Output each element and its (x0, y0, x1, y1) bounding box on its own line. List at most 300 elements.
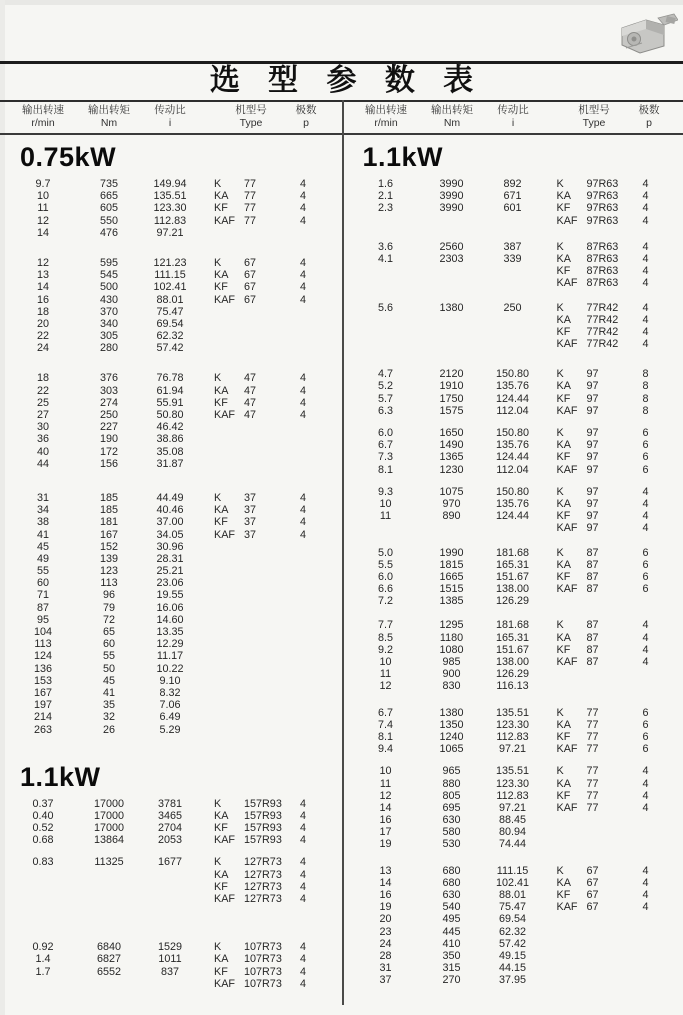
cell-type-prefix: K (214, 178, 222, 190)
cell-type-prefix: K (556, 178, 564, 190)
header-ratio-unit: i (168, 117, 172, 129)
cell-ratio: 151.67 (495, 643, 530, 656)
cell-speed: 8.1 (377, 463, 393, 476)
cell-type-size: 127R73 (244, 880, 282, 893)
cell-type-size: 87 (586, 619, 599, 632)
table-row (0, 294, 341, 306)
table-row (0, 810, 341, 822)
table-row (0, 202, 341, 214)
cell-type-size: 77 (586, 801, 599, 814)
cell-torque: 410 (442, 937, 461, 950)
cell-torque: 630 (442, 814, 461, 827)
cell-speed (363, 215, 409, 227)
cell-type-prefix: KAF (556, 463, 578, 476)
cell-type-prefix (557, 826, 587, 838)
cell-speed: 23 (379, 925, 392, 938)
cell-speed (20, 893, 66, 905)
table-row (343, 405, 683, 417)
cell-type-size (587, 962, 631, 974)
cell-ratio: 135.76 (495, 497, 530, 510)
cell-ratio: 135.76 (495, 439, 530, 452)
cell-type-prefix (557, 962, 587, 974)
cell-type-size: 67 (586, 876, 599, 889)
cell-speed: 7.7 (377, 619, 393, 632)
cell-poles: 4 (299, 214, 306, 227)
table-row (343, 938, 683, 950)
cell-ratio: 112.04 (496, 463, 529, 476)
cell-type-prefix: K (556, 864, 564, 877)
cell-type-size: 157R93 (244, 797, 282, 810)
cell-speed: 11 (379, 777, 392, 790)
cell-poles: 4 (299, 880, 306, 893)
cell-type-size: 67 (586, 889, 599, 901)
cell-type-size (244, 565, 288, 577)
cell-speed: 214 (33, 711, 52, 724)
table-row (343, 644, 683, 656)
cell-type-prefix (214, 446, 244, 458)
table-row (343, 656, 683, 668)
cell-torque: 1365 (439, 451, 464, 464)
cell-type-size: 97 (586, 392, 599, 405)
table-row (0, 306, 341, 318)
cell-torque: 1990 (439, 546, 464, 559)
cell-torque: 305 (99, 330, 118, 343)
cell-torque: 1575 (439, 404, 464, 417)
cell-type-prefix: KAF (556, 801, 578, 814)
cell-poles: 8 (642, 392, 649, 405)
cell-torque: 79 (102, 601, 115, 614)
cell-type-size: 87R63 (586, 265, 619, 278)
table-row (343, 595, 683, 607)
cell-speed: 16 (36, 293, 49, 306)
cell-type-size (244, 614, 288, 626)
cell-type-size (244, 638, 288, 650)
cell-ratio: 44.15 (498, 962, 527, 975)
table-row (0, 953, 341, 965)
table-row (343, 731, 683, 743)
cell-type-size (244, 577, 288, 589)
cell-poles (288, 711, 318, 723)
cell-torque: 1240 (439, 730, 464, 743)
cell-poles (631, 668, 661, 680)
cell-torque: 350 (442, 949, 461, 962)
cell-torque: 250 (99, 409, 118, 421)
cell-poles: 6 (642, 583, 649, 596)
cell-torque: 156 (99, 457, 118, 470)
cell-type-prefix (557, 680, 587, 692)
cell-type-size (587, 680, 631, 692)
cell-type-prefix (557, 595, 587, 607)
cell-torque (84, 881, 134, 893)
cell-speed: 6.3 (377, 404, 393, 417)
cell-torque (84, 869, 134, 881)
cell-type-prefix: KF (214, 880, 228, 893)
cell-speed: 7.4 (377, 718, 393, 731)
header-poles-unit: p (646, 117, 652, 129)
cell-speed: 9.3 (377, 485, 393, 498)
cell-ratio: 80.94 (498, 826, 527, 839)
cell-speed: 10 (379, 765, 392, 778)
cell-type-size (244, 446, 288, 458)
cell-torque: 530 (442, 838, 461, 851)
cell-torque: 1750 (439, 392, 464, 405)
cell-type-prefix: KAF (214, 977, 235, 990)
cell-ratio: 112.83 (496, 730, 529, 743)
cell-poles: 4 (299, 504, 306, 517)
table-row (343, 253, 683, 265)
cell-type-prefix: KAF (556, 522, 578, 535)
cell-poles: 4 (299, 190, 306, 203)
cell-ratio: 69.54 (498, 913, 527, 926)
cell-speed: 12 (36, 214, 49, 227)
table-row (343, 241, 683, 253)
table-row (343, 393, 683, 405)
cell-type-size (244, 227, 288, 239)
cell-torque: 900 (442, 668, 461, 681)
cell-type-size: 37 (244, 491, 257, 504)
cell-torque: 13864 (93, 834, 125, 847)
cell-poles: 4 (642, 265, 649, 278)
cell-speed: 13 (379, 864, 392, 877)
cell-poles: 6 (642, 730, 649, 743)
cell-poles: 4 (642, 889, 649, 901)
cell-torque: 830 (442, 680, 461, 693)
cell-speed: 5.6 (377, 301, 393, 314)
table-row (0, 893, 341, 905)
cell-type-size: 87 (586, 583, 599, 596)
cell-torque: 476 (99, 226, 118, 239)
cell-type-size (244, 699, 288, 711)
cell-type-size: 97 (586, 463, 599, 476)
table-row (343, 338, 683, 350)
cell-ratio: 37.00 (156, 516, 184, 529)
cell-ratio: 339 (503, 252, 522, 265)
cell-ratio: 55.91 (156, 396, 184, 409)
cell-poles: 4 (642, 643, 649, 656)
cell-speed: 22 (36, 384, 49, 397)
cell-type-size: 97 (586, 439, 599, 452)
cell-poles: 4 (299, 293, 306, 306)
cell-ratio: 11.17 (156, 650, 184, 663)
cell-speed: 37 (379, 974, 392, 987)
cell-ratio: 6.49 (159, 711, 181, 724)
cell-torque: 1350 (439, 718, 464, 731)
cell-speed: 104 (33, 626, 52, 638)
cell-torque: 96 (102, 589, 115, 602)
table-row (0, 190, 341, 202)
table-row (343, 877, 683, 889)
table-row (0, 281, 341, 293)
cell-type-prefix: KAF (214, 893, 235, 905)
cell-torque: 3990 (439, 190, 464, 203)
row-group (343, 765, 683, 850)
cell-speed: 31 (379, 962, 392, 975)
cell-torque: 17000 (93, 822, 125, 835)
table-row (343, 814, 683, 826)
cell-type-size: 157R93 (244, 809, 282, 822)
cell-type-prefix: KF (556, 570, 571, 583)
cell-type-prefix: KA (556, 190, 571, 203)
table-row (343, 571, 683, 583)
header-torque (84, 104, 134, 130)
cell-type-prefix: KAF (556, 214, 578, 227)
cell-speed: 0.83 (32, 856, 54, 869)
cell-speed: 17 (379, 826, 392, 839)
cell-poles: 4 (642, 277, 649, 290)
cell-type-size: 97 (586, 368, 599, 381)
header-poles-cn: 极数 (638, 104, 660, 116)
cell-poles (288, 421, 318, 433)
cell-torque: 595 (99, 256, 118, 269)
cell-ratio: 138.00 (495, 656, 530, 668)
table-row (0, 342, 341, 354)
header-speed-cn: 输出转速 (365, 104, 407, 116)
cell-type-size (587, 668, 631, 680)
cell-torque: 880 (442, 777, 461, 790)
cell-ratio: 150.80 (495, 427, 530, 439)
table-row (0, 257, 341, 269)
table-row (343, 190, 683, 202)
table-row (343, 926, 683, 938)
cell-speed: 0.37 (32, 797, 54, 810)
header-poles (290, 104, 322, 130)
cell-type-size (244, 541, 288, 553)
table-row (343, 368, 683, 380)
cell-speed: 1.7 (35, 965, 51, 978)
cell-ratio: 111.15 (154, 269, 186, 282)
cell-type-prefix (214, 711, 244, 723)
header-speed (363, 104, 409, 130)
cell-type-size: 97R63 (586, 214, 619, 227)
cell-poles (288, 675, 318, 687)
cell-torque: 1515 (439, 583, 464, 596)
cell-speed: 136 (33, 662, 52, 675)
cell-type-size: 77 (244, 214, 257, 227)
cell-ratio: 76.78 (156, 372, 184, 385)
cell-type-size: 77 (586, 743, 599, 756)
cell-poles: 4 (299, 822, 306, 835)
cell-torque (84, 978, 134, 990)
cell-type-prefix: KAF (214, 293, 235, 306)
cell-type-size: 97 (586, 404, 599, 417)
cell-type-size: 37 (244, 528, 257, 541)
header-ratio-cn: 传动比 (154, 104, 186, 116)
cell-type-prefix: KF (556, 392, 571, 405)
table-row (0, 798, 341, 810)
cell-type-prefix: K (556, 706, 564, 719)
gearbox-photo (612, 8, 678, 60)
cell-ratio: 135.51 (495, 765, 530, 778)
cell-torque: 970 (442, 497, 461, 510)
cell-type-size (244, 724, 288, 736)
cell-ratio (142, 978, 198, 990)
cell-poles: 6 (642, 570, 649, 583)
cell-speed (363, 326, 409, 338)
cell-type-prefix: KF (214, 822, 228, 835)
cell-ratio: 149.94 (153, 178, 187, 190)
cell-type-prefix: KAF (556, 901, 578, 914)
cell-type-prefix: KA (556, 252, 571, 265)
table-row (343, 962, 683, 974)
row-group (343, 178, 683, 227)
cell-speed: 12 (36, 256, 49, 269)
cell-ratio: 671 (503, 190, 522, 203)
table-row (343, 619, 683, 631)
cell-ratio: 3465 (157, 809, 183, 822)
cell-ratio: 126.29 (495, 595, 530, 608)
cell-poles: 4 (642, 789, 649, 802)
cell-type-prefix: KA (556, 313, 571, 326)
table-row (0, 978, 341, 990)
table-row (343, 202, 683, 214)
cell-poles (288, 650, 318, 662)
cell-ratio: 37.95 (498, 974, 527, 987)
cell-speed (363, 338, 409, 350)
cell-type-size: 77 (244, 202, 257, 215)
cell-ratio: 35.08 (156, 445, 184, 458)
cell-ratio: 135.51 (495, 706, 530, 719)
table-row (0, 385, 341, 397)
cell-type-prefix (214, 565, 244, 577)
cell-type-size (587, 826, 631, 838)
cell-torque: 41 (102, 686, 115, 699)
cell-speed: 95 (36, 613, 49, 626)
cell-poles: 4 (642, 901, 649, 914)
cell-ratio: 10.22 (156, 662, 184, 675)
cell-ratio: 44.49 (156, 491, 184, 504)
header-type-cn: 机型号 (235, 104, 267, 116)
cell-type-size: 87R63 (586, 240, 619, 253)
cell-poles (631, 838, 661, 850)
cell-poles (288, 565, 318, 577)
cell-ratio: 181.68 (495, 546, 530, 559)
table-row (343, 326, 683, 338)
row-group (343, 241, 683, 290)
cell-type-size (244, 342, 288, 354)
cell-type-prefix (214, 433, 244, 445)
cell-ratio: 138.00 (495, 583, 530, 596)
cell-type-prefix: KA (214, 190, 229, 203)
cell-speed (20, 881, 66, 893)
table-row (0, 178, 341, 190)
cell-ratio: 31.87 (156, 457, 184, 470)
table-row (343, 486, 683, 498)
header-type-cn: 机型号 (578, 104, 610, 116)
row-group (343, 547, 683, 608)
cell-speed: 71 (36, 589, 49, 602)
table-row (343, 790, 683, 802)
cell-poles: 4 (642, 252, 649, 265)
cell-torque: 17000 (93, 797, 125, 810)
cell-torque: 6827 (96, 953, 122, 966)
cell-type-prefix: K (556, 301, 564, 314)
cell-poles (631, 938, 661, 950)
cell-type-size: 87 (586, 558, 599, 571)
cell-torque: 1490 (439, 439, 464, 452)
cell-type-size: 77 (586, 706, 599, 719)
cell-ratio (485, 265, 541, 277)
cell-torque: 2303 (439, 252, 464, 265)
table-row (343, 765, 683, 777)
cell-type-prefix (214, 541, 244, 553)
section-title: 0.75kW (20, 142, 117, 172)
cell-type-prefix (214, 458, 244, 470)
cell-speed: 14 (379, 876, 392, 889)
row-group (343, 486, 683, 535)
cell-poles (631, 926, 661, 938)
cell-speed: 25 (36, 396, 49, 409)
cell-speed: 34 (36, 504, 49, 517)
cell-ratio (485, 277, 541, 289)
table-row (0, 602, 341, 614)
cell-speed: 36 (36, 433, 49, 446)
cell-ratio: 102.41 (495, 876, 530, 889)
cell-type-prefix: KF (556, 451, 571, 464)
header-torque-cn: 输出转矩 (88, 104, 130, 116)
cell-poles (288, 687, 318, 699)
cell-poles: 4 (299, 893, 306, 905)
cell-type-prefix: K (214, 491, 222, 504)
cell-torque: 665 (99, 190, 118, 203)
cell-type-prefix: KA (214, 504, 229, 517)
header-speed-cn: 输出转速 (22, 104, 64, 116)
cell-ratio: 49.15 (498, 949, 527, 962)
table-row (0, 397, 341, 409)
cell-ratio: 2053 (157, 834, 183, 847)
cell-ratio: 116.13 (496, 680, 529, 693)
cell-ratio: 124.44 (495, 451, 530, 464)
cell-type-size (244, 306, 288, 318)
cell-torque: 26 (102, 723, 115, 736)
table-row (0, 614, 341, 626)
cell-type-prefix: KA (556, 380, 571, 393)
table-row (0, 492, 341, 504)
cell-poles (631, 814, 661, 826)
cell-speed: 14 (36, 226, 49, 239)
cell-poles: 8 (642, 368, 649, 381)
cell-type-size: 97 (586, 380, 599, 393)
table-row (343, 632, 683, 644)
cell-speed: 1.6 (377, 178, 393, 190)
cell-speed: 19 (379, 838, 392, 851)
cell-type-prefix: KA (556, 558, 571, 571)
cell-type-size (587, 974, 631, 986)
cell-type-prefix: KA (214, 809, 229, 822)
cell-ratio: 38.86 (156, 433, 184, 446)
cell-poles: 4 (642, 214, 649, 227)
cell-type-size: 47 (244, 396, 257, 409)
cell-type-size: 127R73 (244, 868, 282, 881)
table-row (0, 446, 341, 458)
cell-type-prefix (214, 724, 244, 736)
cell-type-prefix (557, 950, 587, 962)
cell-ratio: 250 (503, 301, 522, 314)
row-group (343, 707, 683, 756)
cell-speed: 18 (36, 372, 49, 385)
cell-torque: 1380 (439, 706, 464, 719)
table-row (343, 464, 683, 476)
table-row (0, 941, 341, 953)
cell-type-size: 127R73 (244, 856, 282, 869)
cell-type-prefix: KF (214, 396, 228, 409)
cell-type-size: 107R73 (244, 965, 282, 978)
cell-poles (288, 589, 318, 601)
cell-ratio: 150.80 (495, 485, 530, 498)
cell-type-prefix: KF (556, 789, 571, 802)
cell-poles (288, 553, 318, 565)
cell-type-size (244, 458, 288, 470)
header-torque (427, 104, 477, 130)
